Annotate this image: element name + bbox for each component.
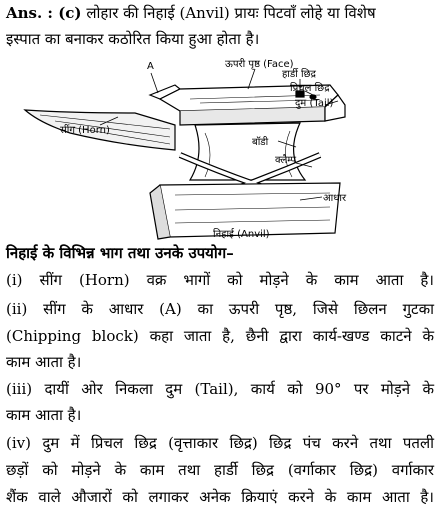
item-line-5: (iii) दायीं ओर निकला दुम (Tail), कार्य को 90° पर मोड़ने के: [6, 380, 434, 398]
item-line-8: छड़ों को मोड़ने के काम तथा हार्डी छिद्र (वर्गाकार छिद्र) वर्गाकार: [6, 461, 434, 479]
label-clamp: क्लैम्प: [275, 155, 297, 166]
label-body: बॉडी: [252, 137, 269, 148]
answer-line-2: इस्पात का बनाकर कठोरित किया हुआ होता है।: [6, 30, 260, 48]
item-line-6: काम आता है।: [6, 406, 82, 424]
label-pritchel-hole: प्रिचल छिद्र: [290, 83, 330, 94]
label-hardy-hole: हार्डी छिद्र: [282, 69, 316, 80]
section-heading: निहाई के विभिन्न भाग तथा उनके उपयोग–: [6, 244, 234, 262]
item-line-1: (i) सींग (Horn) वक्र भागों को मोड़ने के काम आता है।: [6, 271, 434, 289]
answer-line-1: [6, 4, 376, 22]
label-a: A: [147, 61, 154, 72]
anvil-figure: [0, 55, 439, 240]
item-line-2: (ii) सींग के आधार (A) का ऊपरी पृष्ठ, जिसे छिलन गुटका: [6, 300, 434, 318]
label-tail: दुम (Tail): [295, 98, 334, 109]
item-line-7: (iv) दुम में प्रिचल छिद्र (वृत्ताकार छिद्र) छिद्र पंच करने तथा पतली: [6, 434, 434, 452]
label-horn: सींग (Horn): [60, 125, 110, 136]
answer-label: Ans. : (c): [6, 4, 82, 22]
figure-caption: निहाई (Anvil): [213, 229, 270, 240]
answer-text-1: लोहार की निहाई (Anvil) प्रायः पिटवाँ लोहे या विशेष: [86, 4, 376, 22]
label-face: ऊपरी पृष्ठ (Face): [225, 59, 294, 70]
label-base: आधार: [323, 193, 347, 204]
item-line-4: काम आता है।: [6, 353, 82, 371]
item-line-3: (Chipping block) कहा जाता है, छैनी द्वारा कार्य-खण्ड काटने के: [6, 327, 434, 345]
item-line-9: शैंक वाले औजारों को लगाकर अनेक क्रियाएं करने के काम आता है।: [6, 488, 434, 506]
